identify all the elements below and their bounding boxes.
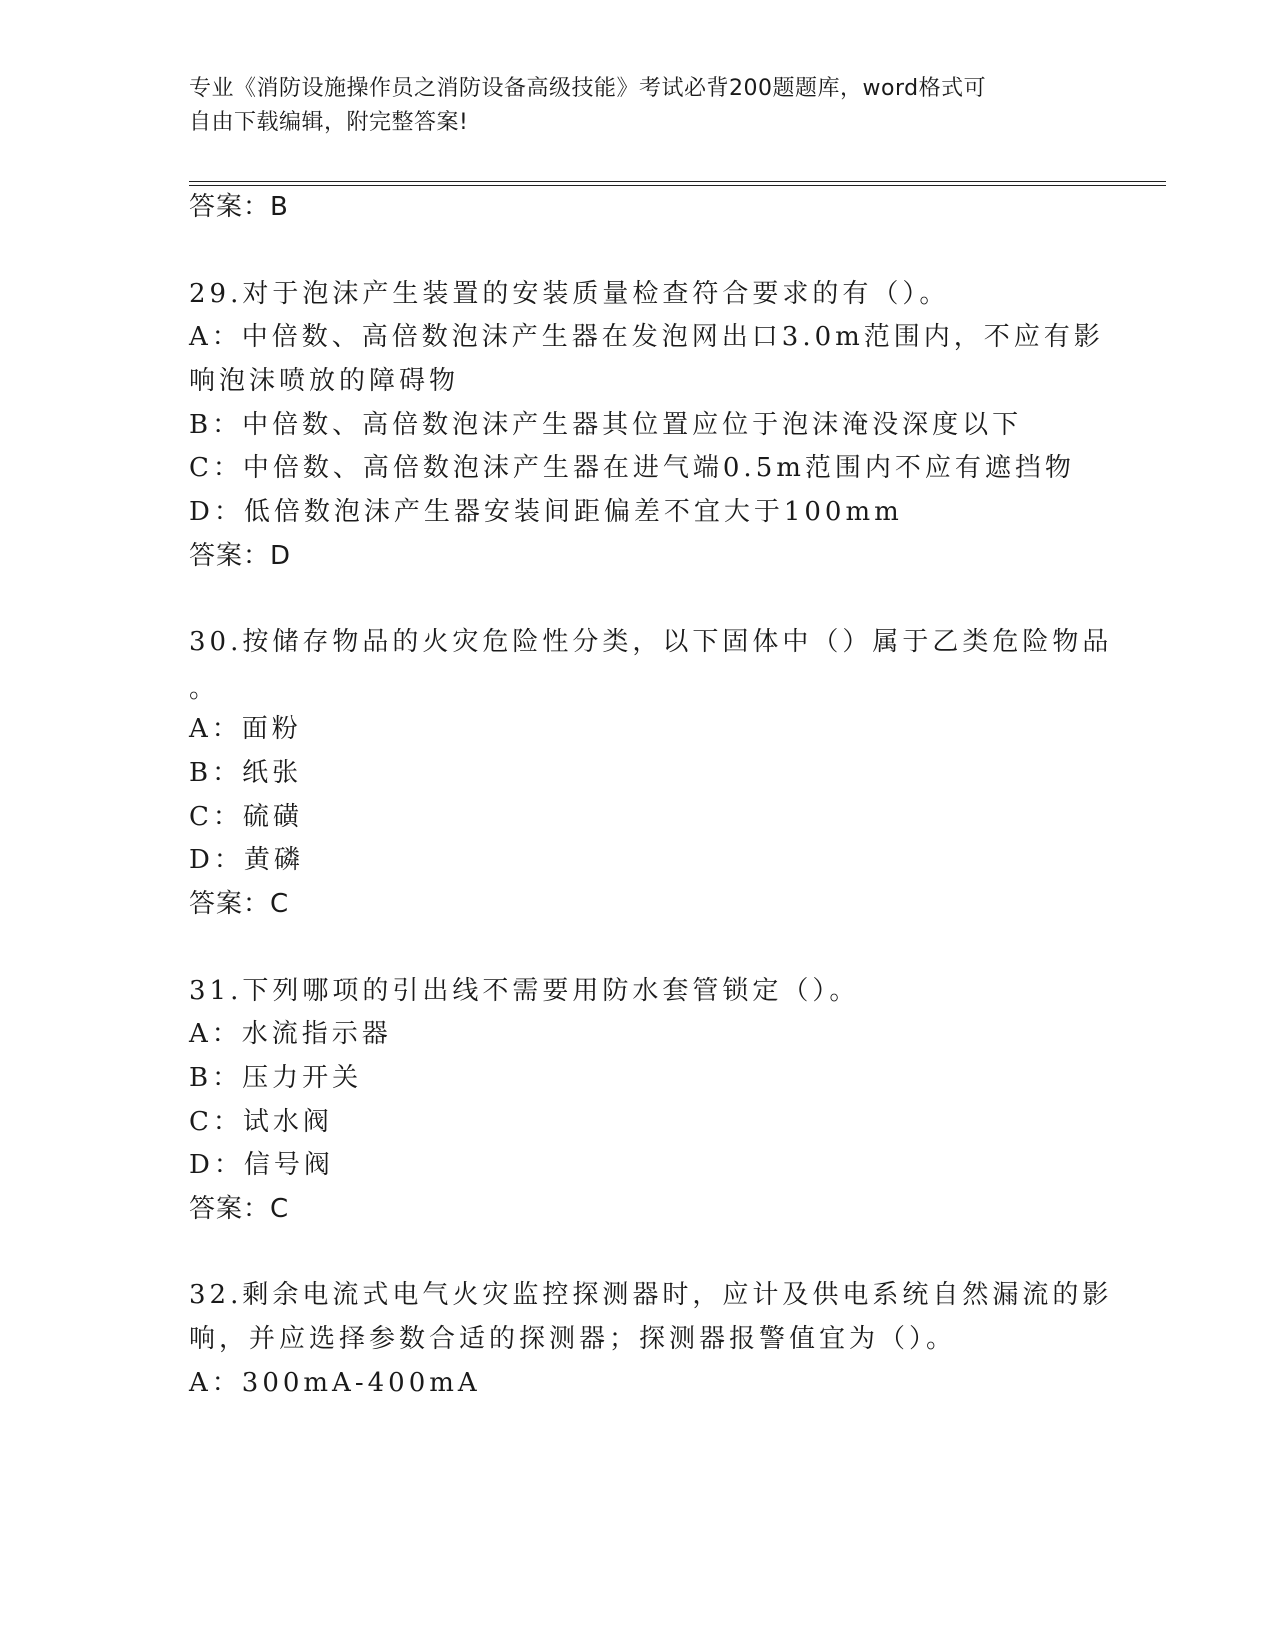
document-header bbox=[189, 72, 1089, 140]
question-32-stem-line-2: 响，并应选择参数合适的探测器；探测器报警值宜为（）。 bbox=[189, 1324, 957, 1354]
question-30-option-d: D：黄磷 bbox=[189, 845, 304, 875]
question-29-stem: 29.对于泡沫产生装置的安装质量检查符合要求的有（）。 bbox=[189, 279, 950, 309]
header-divider-top bbox=[189, 181, 1166, 182]
question-31-option-d: D：信号阀 bbox=[189, 1150, 334, 1180]
header-divider-bottom bbox=[189, 185, 1166, 186]
previous-answer: 答案：B bbox=[189, 192, 289, 222]
question-31-option-a: A：水流指示器 bbox=[189, 1019, 392, 1049]
question-32-stem-line-1: 32.剩余电流式电气火灾监控探测器时，应计及供电系统自然漏流的影 bbox=[189, 1280, 1113, 1310]
question-31-option-b: B：压力开关 bbox=[189, 1063, 363, 1093]
question-30-stem-line-1: 30.按储存物品的火灾危险性分类，以下固体中（）属于乙类危险物品 bbox=[189, 627, 1113, 657]
question-30-option-b: B：纸张 bbox=[189, 758, 303, 788]
question-29-answer: 答案：D bbox=[189, 541, 292, 571]
question-29-option-b: B：中倍数、高倍数泡沫产生器其位置应位于泡沫淹没深度以下 bbox=[189, 410, 1023, 440]
header-line-2: 自由下载编辑，附完整答案! bbox=[189, 110, 469, 135]
question-31-answer: 答案：C bbox=[189, 1194, 290, 1224]
question-31-option-c: C：试水阀 bbox=[189, 1107, 333, 1137]
question-29-option-d: D：低倍数泡沫产生器安装间距偏差不宜大于100mm bbox=[189, 497, 903, 527]
question-29-option-c: C：中倍数、高倍数泡沫产生器在进气端0.5m范围内不应有遮挡物 bbox=[189, 453, 1075, 483]
question-30-option-c: C：硫磺 bbox=[189, 802, 303, 832]
question-30-stem-line-2: 。 bbox=[189, 674, 220, 704]
header-line-1: 专业《消防设施操作员之消防设备高级技能》考试必背200题题库，word格式可 bbox=[189, 76, 987, 101]
question-29-option-a-line-1: A：中倍数、高倍数泡沫产生器在发泡网出口3.0m范围内，不应有影 bbox=[189, 322, 1104, 352]
question-32-option-a: A：300mA-400mA bbox=[189, 1368, 481, 1398]
question-29-option-a-line-2: 响泡沫喷放的障碍物 bbox=[189, 366, 460, 396]
question-30-option-a: A：面粉 bbox=[189, 714, 302, 744]
question-30-answer: 答案：C bbox=[189, 889, 290, 919]
question-31-stem: 31.下列哪项的引出线不需要用防水套管锁定（）。 bbox=[189, 976, 860, 1006]
